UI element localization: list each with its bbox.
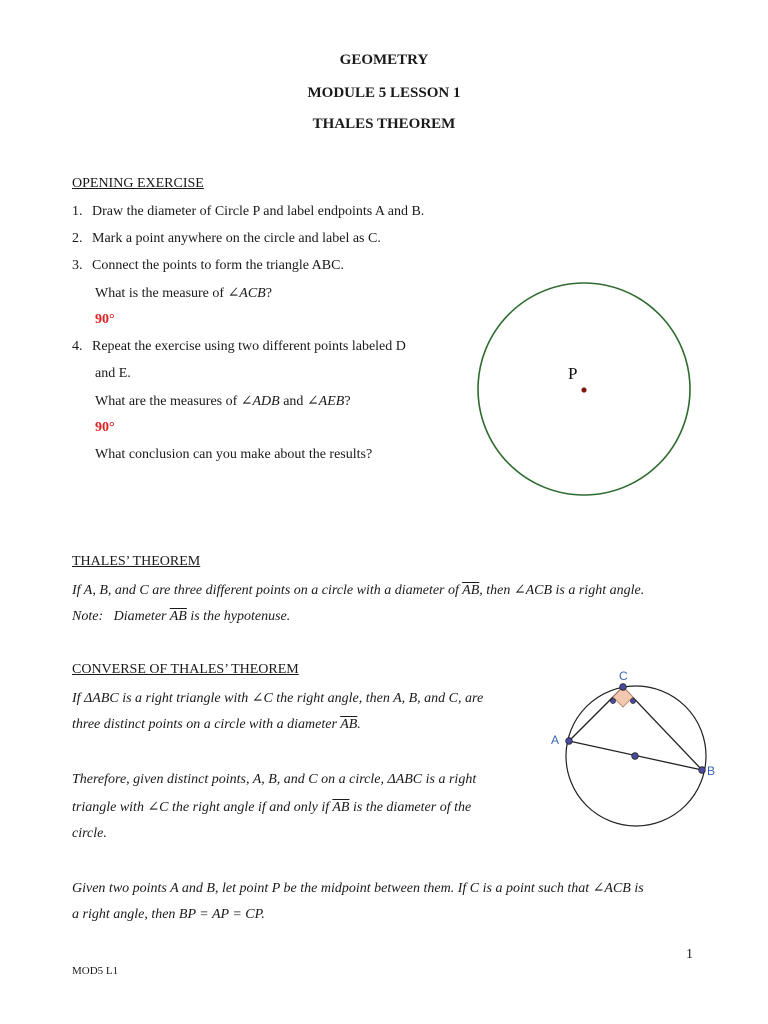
marker-point [610, 698, 615, 703]
converse-text: triangle with ∠C the right angle if and only if [72, 800, 333, 815]
point-a [566, 738, 573, 745]
marker-point [630, 698, 635, 703]
lesson-title: THALES THEOREM [312, 116, 456, 132]
question-text: What are the measures of [95, 394, 241, 409]
segment-ab: $\overline{AB}$ [462, 583, 480, 598]
period: . [357, 717, 361, 732]
list-item [72, 231, 381, 247]
midpoint-line-1: Given two points A and B, let point P be the midpoint between them. If C is a point such that ∠ACB is [72, 881, 644, 896]
segment-ab: $\overline{AB}$ [340, 717, 358, 732]
thales-diagram [545, 665, 725, 837]
midpoint-line-2: a right angle, then BP = AP = CP. [72, 907, 265, 922]
list-item [72, 339, 406, 355]
angle-adb: ∠ADB [240, 394, 280, 409]
thales-note [72, 609, 290, 625]
question-mark: ? [344, 394, 351, 409]
question-2 [95, 393, 351, 410]
statement-text: If A, B, and C are three different points on a circle with a diameter of [72, 583, 463, 598]
item-text: Mark a point anywhere on the circle and label as C. [92, 231, 381, 246]
item-text: Draw the diameter of Circle P and label endpoints A and B. [92, 204, 425, 219]
segment-ab: $\overline{AB}$ [332, 800, 350, 815]
footer-code: MOD5 L1 [72, 965, 119, 977]
center-label: P [568, 364, 578, 383]
question-mark: ? [265, 286, 272, 301]
label-a: A [551, 733, 560, 747]
angle-aeb: ∠AEB [306, 394, 345, 409]
converse-heading: CONVERSE OF THALES’ THEOREM [72, 662, 299, 677]
question-text: What is the measure of [95, 286, 228, 301]
angle-acb: ∠ACB [227, 286, 266, 301]
answer-2: 90° [95, 420, 115, 435]
list-item [72, 258, 344, 274]
question-3: What conclusion can you make about the results? [95, 447, 373, 462]
item-number: 2. [72, 231, 83, 246]
item-number: 4. [72, 339, 83, 354]
point-c [620, 684, 627, 691]
note-end: is the hypotenuse. [186, 609, 291, 624]
converse-line-4 [72, 799, 471, 816]
module-title: MODULE 5 LESSON 1 [307, 85, 461, 101]
point-b [699, 767, 706, 774]
circle-p-diagram [470, 272, 700, 508]
statement-end: , then ∠ACB is a right angle. [479, 583, 645, 598]
item-text: Repeat the exercise using two different points labeled D [92, 339, 406, 354]
center-point [632, 753, 639, 760]
item-4-continued: and E. [95, 366, 131, 381]
converse-text-end: is the diameter of the [349, 800, 472, 815]
converse-line-5: circle. [72, 826, 107, 841]
note-text: Note: Diameter [72, 609, 170, 624]
opening-exercise-heading: OPENING EXERCISE [72, 176, 204, 191]
item-text: Connect the points to form the triangle ABC. [92, 258, 344, 273]
thales-heading: THALES’ THEOREM [72, 554, 201, 569]
item-number: 3. [72, 258, 83, 273]
document-title: GEOMETRY [339, 52, 429, 68]
center-point [581, 387, 586, 392]
label-b: B [707, 764, 716, 778]
question-1 [95, 285, 272, 302]
converse-line-2 [72, 717, 361, 733]
item-number: 1. [72, 204, 83, 219]
list-item [72, 204, 424, 220]
segment-ab: $\overline{AB}$ [169, 609, 187, 624]
conjunction: and [279, 394, 307, 409]
answer-1: 90° [95, 312, 115, 327]
converse-text: three distinct points on a circle with a diameter [72, 717, 341, 732]
thales-statement [72, 582, 644, 599]
label-c: C [619, 669, 628, 683]
page-number: 1 [686, 947, 693, 962]
converse-line-3: Therefore, given distinct points, A, B, and C on a circle, ΔABC is a right [72, 772, 477, 787]
converse-line-1: If ΔABC is a right triangle with ∠C the right angle, then A, B, and C, are [72, 691, 484, 706]
